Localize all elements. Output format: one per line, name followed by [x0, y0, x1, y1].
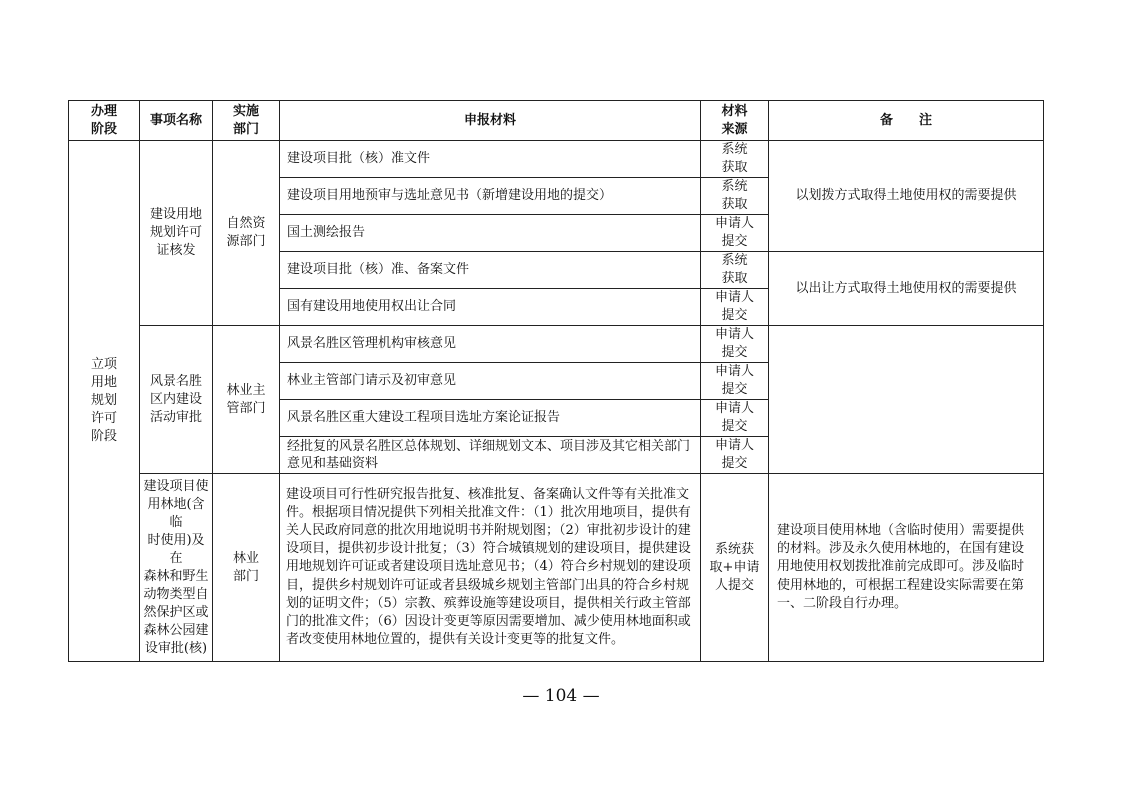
header-notes: 备 注 — [769, 101, 1044, 141]
material-cell: 经批复的风景名胜区总体规划、详细规划文本、项目涉及其它相关部门意见和基础资料 — [280, 437, 701, 474]
source-cell: 系统获 取+申请 人提交 — [701, 474, 769, 662]
notes-cell — [769, 326, 1044, 474]
header-row — [69, 101, 1044, 141]
item-cell: 建设项目使 用林地(含临 时使用)及在 森林和野生 动物类型自 然保护区或 森林公园建 设审批(核) — [140, 474, 213, 662]
source-cell: 申请人 提交 — [701, 215, 769, 252]
table-row — [69, 326, 1044, 363]
source-cell: 申请人 提交 — [701, 363, 769, 400]
table-row — [69, 474, 1044, 662]
source-cell: 申请人 提交 — [701, 437, 769, 474]
material-cell: 建设项目用地预审与选址意见书（新增建设用地的提交） — [280, 178, 701, 215]
header-dept: 实施 部门 — [213, 101, 280, 141]
page-number: — 104 — — [522, 686, 600, 706]
notes-cell: 建设项目使用林地（含临时使用）需要提供的材料。涉及永久使用林地的，在国有建设用地使用权划拨批准前完成即可。涉及临时使用林地的，可根据工程建设实际需要在第一、二阶段自行办理。 — [769, 474, 1044, 662]
header-item: 事项名称 — [140, 101, 213, 141]
material-cell: 风景名胜区重大建设工程项目选址方案论证报告 — [280, 400, 701, 437]
header-materials: 申报材料 — [280, 101, 701, 141]
dept-cell: 自然资 源部门 — [213, 141, 280, 326]
header-stage: 办理 阶段 — [69, 101, 140, 141]
material-cell: 国有建设用地使用权出让合同 — [280, 289, 701, 326]
dept-cell: 林业 部门 — [213, 474, 280, 662]
header-source: 材料 来源 — [701, 101, 769, 141]
materials-table — [68, 100, 1044, 662]
item-cell: 风景名胜 区内建设 活动审批 — [140, 326, 213, 474]
material-cell: 建设项目可行性研究报告批复、核准批复、备案确认文件等有关批准文件。根据项目情况提供下列相关批准文件：（1）批次用地项目，提供有关人民政府同意的批次用地说明书并附规划图；（2）审批初步设计的建设项目，提供初步设计批复；（3）符合城镇规划的建设项目，提供建设用地规划许可证或者建设项目选址意见书；（4）符合乡村规划的建设项目，提供乡村规划许可证或者县级城乡规划主管部门出具的符合乡村规划的证明文件；（5）宗教、殡葬设施等建设项目，提供相关行政主管部门的批准文件；（6）因设计变更等原因需要增加、减少使用林地面积或者改变使用林地位置的，提供有关设计变更等的批复文件。 — [280, 474, 701, 662]
source-cell: 系统 获取 — [701, 141, 769, 178]
source-cell: 申请人 提交 — [701, 289, 769, 326]
dept-cell: 林业主 管部门 — [213, 326, 280, 474]
source-cell: 申请人 提交 — [701, 326, 769, 363]
material-cell: 风景名胜区管理机构审核意见 — [280, 326, 701, 363]
material-cell: 建设项目批（核）准、备案文件 — [280, 252, 701, 289]
source-cell: 系统 获取 — [701, 252, 769, 289]
source-cell: 申请人 提交 — [701, 400, 769, 437]
material-cell: 林业主管部门请示及初审意见 — [280, 363, 701, 400]
source-cell: 系统 获取 — [701, 178, 769, 215]
table-row — [69, 141, 1044, 178]
stage-cell: 立项 用地 规划 许可 阶段 — [69, 141, 140, 662]
material-cell: 建设项目批（核）准文件 — [280, 141, 701, 178]
notes-cell: 以划拨方式取得土地使用权的需要提供 — [769, 141, 1044, 252]
item-cell: 建设用地 规划许可 证核发 — [140, 141, 213, 326]
material-cell: 国土测绘报告 — [280, 215, 701, 252]
notes-cell: 以出让方式取得土地使用权的需要提供 — [769, 252, 1044, 326]
